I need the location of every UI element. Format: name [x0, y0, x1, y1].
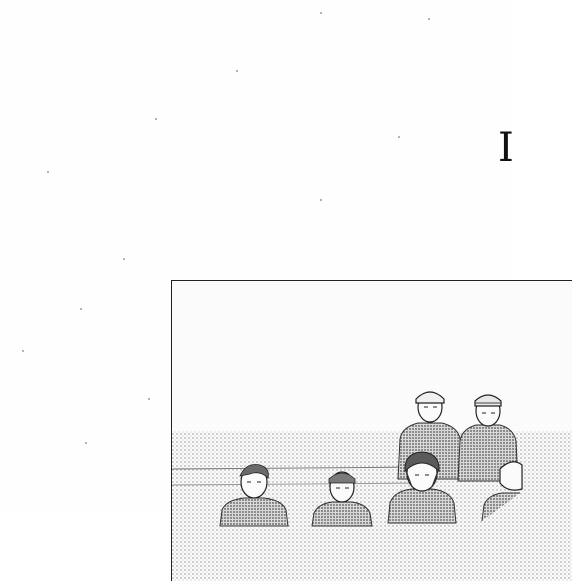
- player-body: [388, 489, 456, 523]
- scan-speck: [148, 398, 150, 400]
- team-photograph: [171, 280, 572, 581]
- player-body: [220, 498, 288, 526]
- scan-speck: [320, 12, 322, 14]
- player-head: [500, 462, 522, 490]
- scan-speck: [123, 258, 125, 260]
- scan-speck: [47, 171, 49, 173]
- photograph-illustration: [172, 281, 572, 581]
- player-cap: [416, 392, 444, 403]
- page-heading-fragment: I: [498, 125, 514, 171]
- player-body: [312, 502, 372, 526]
- player-cap: [475, 395, 501, 406]
- scan-speck: [320, 199, 322, 201]
- scan-speck: [398, 136, 400, 138]
- scan-speck: [85, 442, 87, 444]
- scan-speck: [428, 18, 430, 20]
- scan-speck: [155, 118, 157, 120]
- scan-speck: [80, 308, 82, 310]
- scan-speck: [236, 70, 238, 72]
- scan-speck: [22, 350, 24, 352]
